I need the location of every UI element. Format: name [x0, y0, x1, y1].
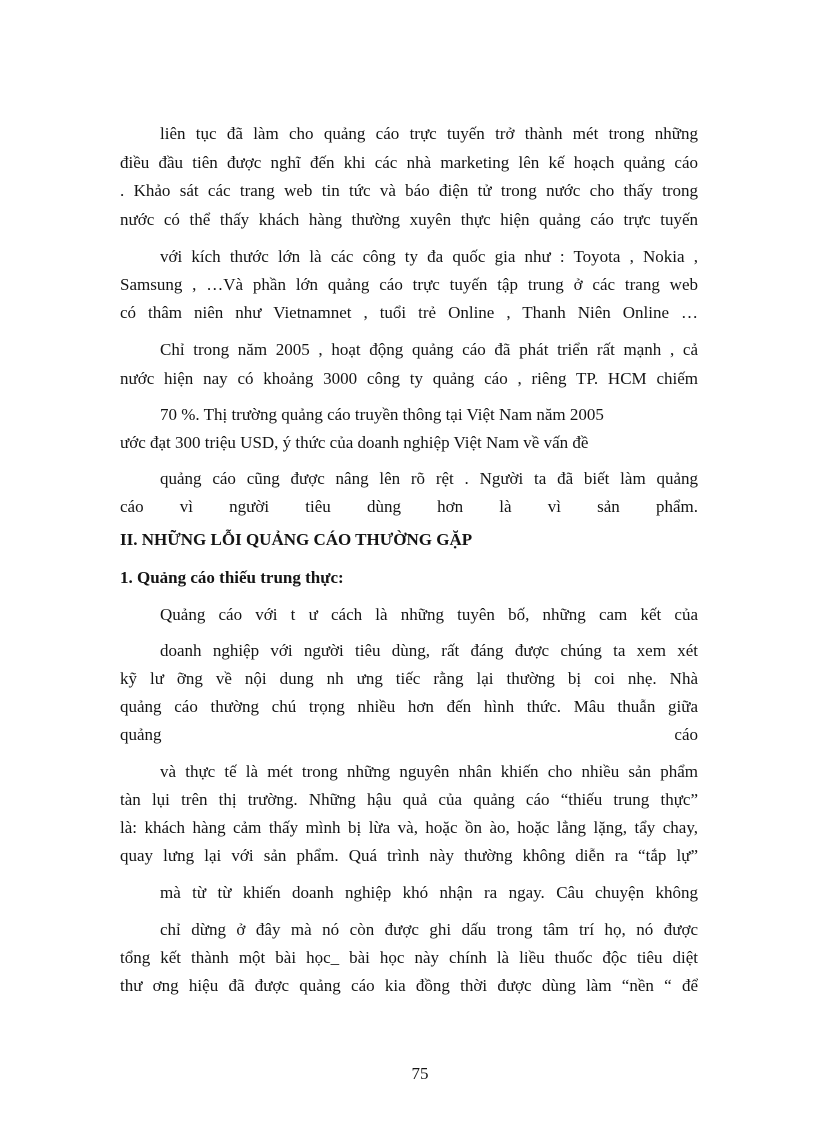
text-line: Samsung , …Và phần lớn quảng cáo trực tuyến tập trung ở các trang web: [120, 275, 698, 294]
text-line: kỹ lư ỡng về nội dung nh ưng tiếc rằng lại thường bị coi nhẹ. Nhà: [120, 669, 698, 688]
text-line: tàn lụi trên thị trường. Những hậu quả của quảng cáo “thiếu trung thực”: [120, 790, 698, 809]
text-line: . Khảo sát các trang web tin tức và báo điện tử trong nước cho thấy trong: [120, 181, 698, 200]
text-line: có thâm niên như Vietnamnet , tuổi trẻ Online , Thanh Niên Online …: [120, 303, 698, 322]
text-line: quảng cáo cũng được nâng lên rõ rệt . Người ta đã biết làm quảng: [160, 469, 698, 488]
text-line: nước hiện nay có khoảng 3000 công ty quảng cáo , riêng TP. HCM chiếm: [120, 369, 698, 388]
section-heading: II. NHỮNG LỖI QUẢNG CÁO THƯỜNG GẶP: [120, 530, 473, 549]
text-line: 70 %. Thị trường quảng cáo truyền thông tại Việt Nam năm 2005: [160, 405, 604, 424]
text-line: quay lưng lại với sản phẩm. Quá trình này thường không diễn ra “tắp lự”: [120, 846, 698, 865]
page-number: 75: [411, 1064, 429, 1083]
text-line: tổng kết thành một bài học_ bài học này chính là liều thuốc độc tiêu diệt: [120, 948, 698, 967]
text-line: Chỉ trong năm 2005 , hoạt động quảng cáo đã phát triển rất mạnh , cả: [160, 340, 698, 359]
text-line: quảng cáo thường chú trọng nhiều hơn đến hình thức. Mâu thuẫn giữa: [120, 697, 698, 716]
text-line: ước đạt 300 triệu USD, ý thức của doanh nghiệp Việt Nam về vấn đề: [120, 433, 589, 452]
text-line: liên tục đã làm cho quảng cáo trực tuyến trở thành mét trong những: [160, 124, 698, 143]
text-line: và thực tế là mét trong những nguyên nhân khiến cho nhiều sản phẩm: [160, 762, 698, 781]
subsection-heading: 1. Quảng cáo thiếu trung thực:: [120, 568, 344, 587]
text-line: với kích thước lớn là các công ty đa quốc gia như : Toyota , Nokia ,: [160, 247, 698, 266]
text-line: là: khách hàng cảm thấy mình bị lừa và, hoặc ồn ào, hoặc lẳng lặng, tẩy chay,: [120, 818, 698, 837]
text-line: thư ơng hiệu đã được quảng cáo kia đồng thời được dùng làm “nền “ để: [120, 976, 698, 995]
text-line: chỉ dừng ở đây mà nó còn được ghi dấu trong tâm trí họ, nó được: [160, 920, 698, 939]
text-line: quảng cáo: [120, 725, 698, 744]
text-line: Quảng cáo với t ư cách là những tuyên bố, những cam kết của: [160, 605, 698, 624]
text-line: mà từ từ khiến doanh nghiệp khó nhận ra ngay. Câu chuyện không: [160, 883, 698, 902]
text-line: cáo vì người tiêu dùng hơn là vì sản phẩm.: [120, 497, 698, 516]
text-line: doanh nghiệp với người tiêu dùng, rất đáng được chúng ta xem xét: [160, 641, 698, 660]
text-line: điều đầu tiên được nghĩ đến khi các nhà marketing lên kế hoạch quảng cáo: [120, 153, 698, 172]
text-line: nước có thể thấy khách hàng thường xuyên thực hiện quảng cáo trực tuyến: [120, 210, 698, 229]
